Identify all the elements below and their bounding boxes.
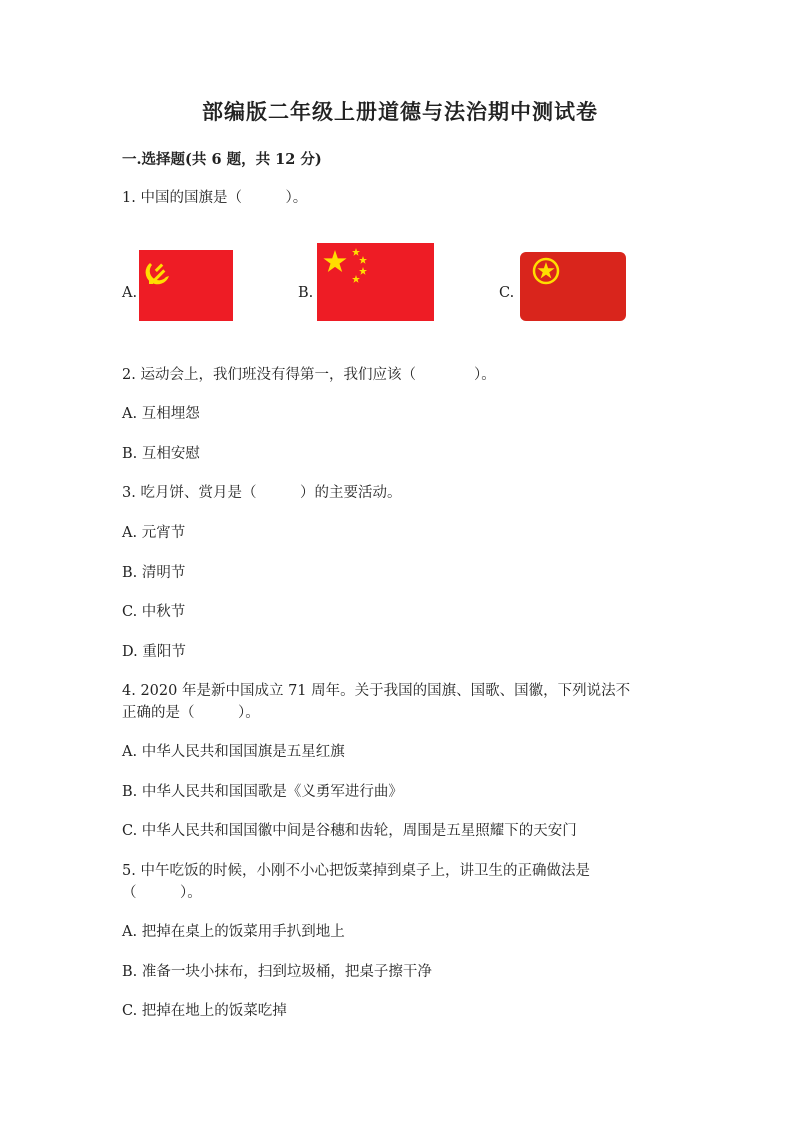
question-2-option-b[interactable]: B. 互相安慰 (122, 446, 200, 462)
question-5-option-b[interactable]: B. 准备一块小抹布，扫到垃圾桶，把桌子擦干净 (122, 964, 432, 980)
question-3-option-d[interactable]: D. 重阳节 (122, 644, 186, 660)
question-4-stem-line-1: 4. 2020 年是新中国成立 71 周年。关于我国的国旗、国歌、国徽，下列说法不 (122, 683, 631, 699)
question-3-option-b[interactable]: B. 清明节 (122, 565, 186, 581)
question-1-stem: 1. 中国的国旗是（ ）。 (122, 190, 308, 206)
question-2-option-a[interactable]: A. 互相埋怨 (122, 406, 200, 422)
question-2-stem: 2. 运动会上，我们班没有得第一，我们应该（ ）。 (122, 367, 496, 383)
question-4-option-b[interactable]: B. 中华人民共和国国歌是《义勇军进行曲》 (122, 784, 403, 800)
question-3-option-a[interactable]: A. 元宵节 (122, 525, 186, 541)
communist-youth-league-flag-icon[interactable] (519, 251, 627, 322)
option-c-label: C. (499, 285, 515, 301)
question-4-option-c[interactable]: C. 中华人民共和国国徽中间是谷穗和齿轮，周围是五星照耀下的天安门 (122, 823, 577, 839)
question-5-stem-line-1: 5. 中午吃饭的时候，小刚不小心把饭菜掉到桌子上，讲卫生的正确做法是 (122, 863, 590, 879)
question-4-stem-line-2: 正确的是（ ）。 (122, 705, 260, 721)
communist-party-flag-icon[interactable] (139, 250, 233, 321)
option-a-label: A. (122, 285, 138, 301)
five-star-red-flag-icon[interactable] (317, 243, 434, 321)
question-3-stem: 3. 吃月饼、赏月是（ ）的主要活动。 (122, 485, 402, 501)
question-5-option-a[interactable]: A. 把掉在桌上的饭菜用手扒到地上 (122, 924, 345, 940)
option-b-label: B. (298, 285, 314, 301)
section-heading: 一.选择题(共 6 题，共 12 分) (122, 151, 322, 168)
question-5-option-c[interactable]: C. 把掉在地上的饭菜吃掉 (122, 1003, 287, 1019)
question-3-option-c[interactable]: C. 中秋节 (122, 604, 186, 620)
question-4-option-a[interactable]: A. 中华人民共和国国旗是五星红旗 (122, 744, 345, 760)
page-title: 部编版二年级上册道德与法治期中测试卷 (202, 99, 598, 124)
question-5-stem-line-2: （ ）。 (122, 885, 202, 901)
